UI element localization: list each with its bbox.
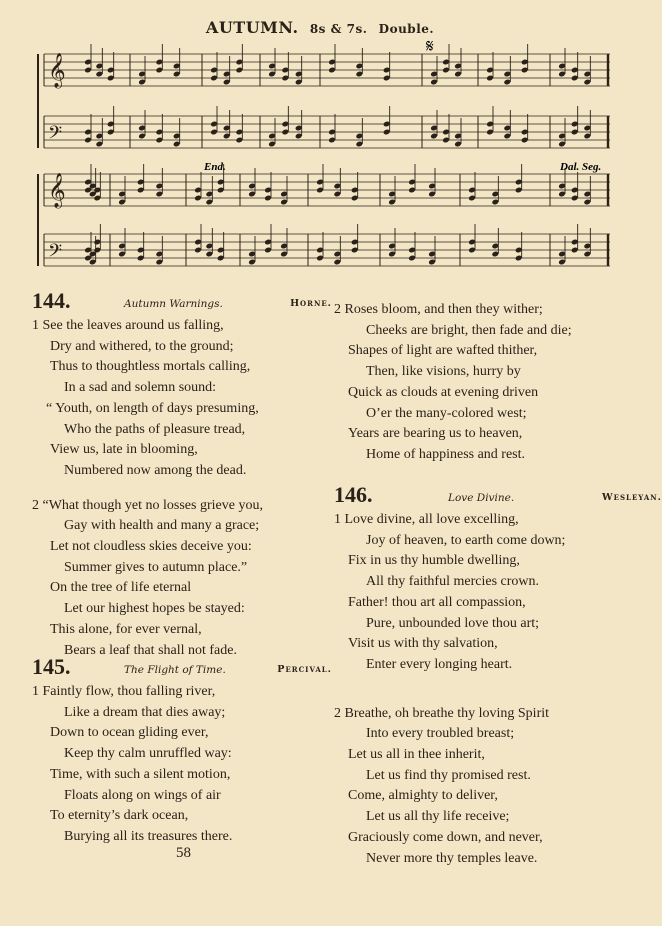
verse-line: O’er the many-colored west; — [366, 405, 527, 421]
bass-clef-icon: 𝄢 — [48, 123, 63, 148]
stanza-2 — [32, 496, 332, 662]
hymn-number: 146. — [334, 482, 373, 507]
stanza-2 — [334, 704, 634, 870]
verse-line: Home of happiness and rest. — [366, 446, 526, 462]
verse-line: All thy faithful mercies crown. — [366, 574, 540, 590]
hymn-header — [32, 656, 332, 682]
verse-line: Let us find thy promised rest. — [366, 767, 531, 783]
verse-line: 2 “What though yet no losses grieve you, — [32, 497, 263, 513]
verse-line: Joy of heaven, to earth come down; — [366, 532, 566, 548]
verse-line: “ Youth, on length of days presuming, — [46, 400, 259, 416]
hymn-title: Love Divine. — [448, 492, 515, 504]
hymn-title: The Flight of Time. — [124, 664, 226, 676]
dal-segno-label: Dal. Seg. — [560, 161, 602, 173]
verse-line: In a sad and solemn sound: — [64, 380, 217, 396]
hymn-145 — [32, 656, 332, 848]
verse-line: Thus to thoughtless mortals calling, — [50, 359, 251, 375]
verse-line: Like a dream that dies away; — [64, 704, 226, 720]
verse-line: Visit us with thy salvation, — [348, 636, 498, 652]
verse-line: Pure, unbounded love thou art; — [366, 615, 540, 631]
tune-meter: 8s & 7s. — [309, 22, 368, 36]
verse-line: Summer gives to autumn place.” — [64, 559, 248, 575]
verse-line: Quick as clouds at evening driven — [348, 384, 539, 400]
staff — [44, 164, 610, 209]
hymn-number: 144. — [32, 288, 71, 313]
stanza-1 — [32, 316, 332, 482]
staff — [44, 224, 610, 266]
verse-line: On the tree of life eternal — [50, 580, 192, 596]
verse-line: Father! thou art all compassion, — [348, 594, 526, 610]
verse-line: This alone, for ever vernal, — [50, 621, 202, 637]
tune-form: Double. — [378, 22, 435, 36]
stanza-1 — [334, 510, 634, 676]
hymn-author: Percival. — [277, 664, 332, 675]
verse-line: Years are bearing us to heaven, — [348, 426, 523, 442]
music-score — [30, 38, 614, 286]
verse-line: Gay with health and many a grace; — [64, 518, 260, 534]
end-label: End. — [204, 161, 226, 173]
verse-line: 1 See the leaves around us falling, — [32, 318, 224, 333]
verse-line: Let our highest hopes be stayed: — [64, 601, 245, 617]
hymn-author: Horne. — [290, 298, 332, 309]
verse-line: 2 Breathe, oh breathe thy loving Spirit — [334, 705, 550, 721]
verse-line: 1 Faintly flow, thou falling river, — [32, 684, 216, 699]
hymn-header — [32, 290, 332, 316]
verse-line: Never more thy temples leave. — [366, 850, 538, 866]
treble-clef-icon: 𝄞 — [48, 173, 66, 208]
page-number: 58 — [176, 845, 191, 861]
hymn-title: Autumn Warnings. — [124, 298, 223, 310]
verse-line: Numbered now among the dead. — [64, 462, 247, 478]
verse-line: Down to ocean gliding ever, — [50, 725, 209, 741]
verse-line: Burying all its treasures there. — [64, 828, 233, 844]
stanza-1 — [32, 682, 332, 848]
verse-line: Let us all thy life receive; — [366, 809, 510, 825]
verse-line: Time, with such a silent motion, — [50, 766, 231, 782]
verse-line: Graciously come down, and never, — [348, 829, 543, 845]
hymn-145-continued — [334, 300, 634, 466]
tune-name: AUTUMN. — [205, 18, 299, 37]
verse-line: Who the paths of pleasure tread, — [64, 421, 246, 437]
verse-line: Come, almighty to deliver, — [348, 788, 498, 804]
verse-line: Then, like visions, hurry by — [366, 364, 521, 380]
verse-line: To eternity’s dark ocean, — [50, 808, 189, 824]
hymn-144 — [32, 290, 332, 661]
verse-line: View us, late in blooming, — [50, 442, 198, 458]
verse-line: Keep thy calm unruffled way: — [64, 746, 232, 762]
verse-line: Shapes of light are wafted thither, — [348, 343, 538, 359]
segno-sign: 𝄋 — [426, 36, 434, 57]
staff — [44, 106, 610, 148]
hymn-number: 145. — [32, 654, 71, 679]
staff — [44, 44, 610, 89]
bass-clef-icon: 𝄢 — [48, 241, 63, 266]
verse-line: Dry and withered, to the ground; — [50, 338, 234, 354]
stanza-2 — [334, 300, 634, 466]
verse-line: Floats along on wings of air — [64, 787, 221, 803]
hymn-author: Wesleyan. — [601, 492, 662, 503]
verse-line: 1 Love divine, all love excelling, — [334, 512, 519, 527]
hymn-header — [334, 482, 662, 510]
verse-line: Bears a leaf that shall not fade. — [64, 642, 237, 658]
tune-header — [0, 18, 640, 37]
verse-line: 2 Roses bloom, and then they wither; — [334, 302, 543, 317]
verse-line: Cheeks are bright, then fade and die; — [366, 322, 572, 338]
verse-line: Fix in us thy humble dwelling, — [348, 553, 520, 569]
verse-line: Into every troubled breast; — [366, 726, 515, 742]
verse-line: Let us all in thee inherit, — [348, 747, 485, 763]
hymn-146 — [334, 482, 662, 869]
treble-clef-icon: 𝄞 — [48, 53, 66, 88]
verse-line: Enter every longing heart. — [366, 656, 513, 672]
verse-line: Let not cloudless skies deceive you: — [50, 539, 252, 555]
music-systems — [38, 44, 610, 266]
